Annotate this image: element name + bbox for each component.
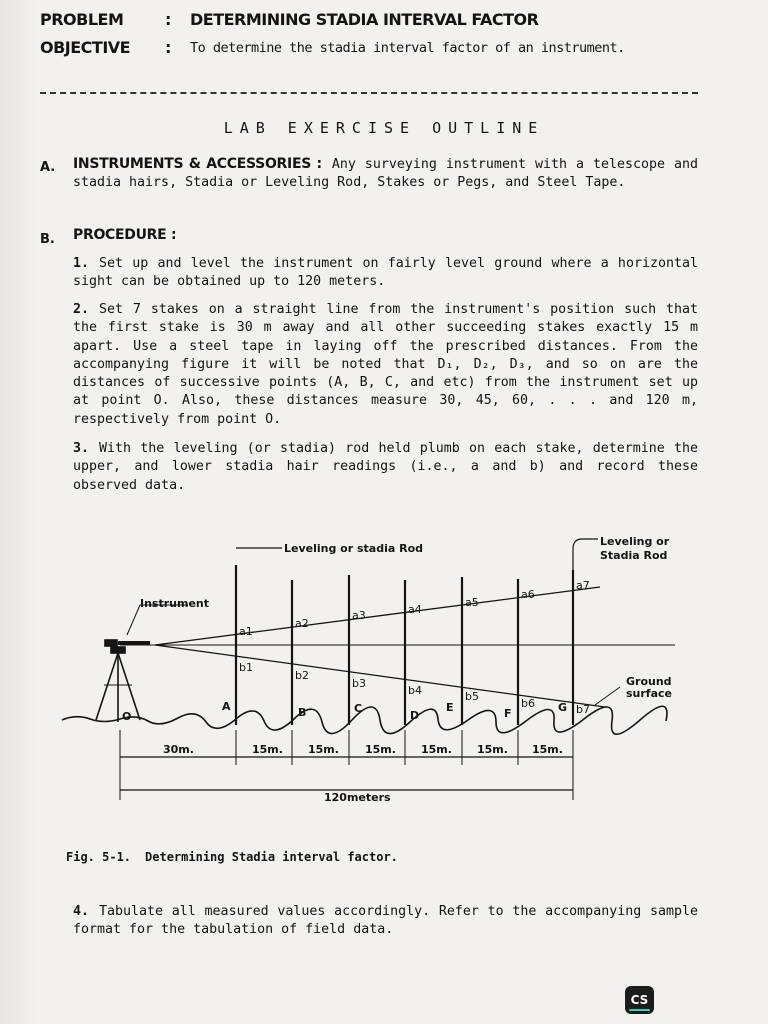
section-b-title: PROCEDURE : <box>73 227 177 243</box>
problem-value: DETERMINING STADIA INTERVAL FACTOR <box>190 10 539 29</box>
upper-reading-label: a1 <box>239 625 253 638</box>
section-b-letter: B. <box>40 232 55 247</box>
ground-label-line2: surface <box>626 687 672 700</box>
section-a-letter: A. <box>40 160 56 175</box>
objective-label: OBJECTIVE <box>40 38 131 57</box>
instrument-label: Instrument <box>140 597 209 610</box>
dimension-label: 15m. <box>365 743 396 756</box>
lower-reading-label: b6 <box>521 697 535 710</box>
lower-reading-label: b3 <box>352 677 366 690</box>
outline-title: LAB EXERCISE OUTLINE <box>223 119 545 137</box>
figure-caption <box>66 850 398 864</box>
section-a-text: Any surveying instrument with a telescope and stadia hairs, Stadia or Leveling Rod, Stakes or Pegs, and Steel Tape. <box>73 157 698 191</box>
step-text: Set 7 stakes on a straight line from the instrument's position such that the first stake is 30 m away and all other succeeding stakes exactly 15 m apart. Use a steel tape in laying off the prescribed distances. From the accompanying figure it will be noted that D₁, D₂, D₃, and so on are the distances of successive points (A, B, C, and etc) from the instrument set up at point O. Also, these distances measure 30, 45, 60, . . . and 120 m, respectively from point O. <box>73 302 698 427</box>
ground-leader <box>595 687 620 705</box>
step-text: Set up and level the instrument on fairly level ground where a horizontal sight can be obtained up to 120 meters. <box>73 256 698 290</box>
rod2-label-line1: Leveling or <box>600 535 670 548</box>
problem-row <box>40 10 539 29</box>
dimension-label: 15m. <box>308 743 339 756</box>
problem-label: PROBLEM <box>40 10 124 29</box>
point-o-label: O <box>122 710 132 723</box>
step-number: 4. <box>73 904 90 919</box>
figure-caption-text: Determining Stadia interval factor. <box>145 850 398 864</box>
lower-reading-label: b7 <box>576 703 590 716</box>
step-3 <box>73 440 698 495</box>
objective-row <box>40 38 625 57</box>
scan-edge-shadow <box>0 0 38 1024</box>
section-a-title: INSTRUMENTS & ACCESSORIES : <box>73 156 322 172</box>
lower-reading-label: b4 <box>408 684 422 697</box>
camscanner-badge: CS <box>625 986 654 1014</box>
step-number: 1. <box>73 256 90 271</box>
dimension-label: 15m. <box>477 743 508 756</box>
point-label: A <box>222 700 231 713</box>
lower-reading-label: b1 <box>239 661 253 674</box>
rod-label: Leveling or stadia Rod <box>284 542 424 555</box>
upper-reading-label: a3 <box>352 609 366 622</box>
step-1 <box>73 255 698 292</box>
point-label: C <box>354 702 363 715</box>
figure-number: Fig. 5-1. <box>66 850 132 864</box>
lower-reading-label: b2 <box>295 669 309 682</box>
section-a-paragraph <box>73 155 698 193</box>
upper-reading-label: a5 <box>465 596 479 609</box>
problem-colon: : <box>165 10 171 29</box>
rod2-label-leader <box>573 539 598 570</box>
point-label: E <box>446 701 454 714</box>
stadia-diagram <box>60 535 710 810</box>
upper-reading-label: a6 <box>521 588 535 601</box>
step-4 <box>73 903 698 940</box>
dimension-label: 15m. <box>532 743 563 756</box>
objective-value: To determine the stadia interval factor of an instrument. <box>190 40 625 56</box>
dimension-label: 30m. <box>163 743 194 756</box>
total-dimension-label: 120meters <box>324 791 391 804</box>
upper-reading-label: a4 <box>408 603 422 616</box>
step-number: 2. <box>73 302 90 317</box>
dimension-label: 15m. <box>252 743 283 756</box>
rod2-label-line2: Stadia Rod <box>600 549 668 562</box>
step-text: With the leveling (or stadia) rod held plumb on each stake, determine the upper, and lower stadia hair readings (i.e., a and b) and record these observed data. <box>73 441 698 493</box>
point-label: D <box>410 709 420 722</box>
upper-reading-label: a2 <box>295 617 309 630</box>
point-label: F <box>504 707 512 720</box>
step-number: 3. <box>73 441 90 456</box>
instrument-leader-2 <box>127 605 140 635</box>
lower-reading-label: b5 <box>465 690 479 703</box>
point-label: B <box>298 706 307 719</box>
ground-label-line1: Ground <box>626 675 672 688</box>
dimension-label: 15m. <box>421 743 452 756</box>
step-2 <box>73 301 698 429</box>
point-label: G <box>558 701 568 714</box>
lower-stadia-ray <box>155 645 605 707</box>
step-text: Tabulate all measured values accordingly. Refer to the accompanying sample format for the tabulation of field data. <box>73 904 698 938</box>
upper-reading-label: a7 <box>576 579 590 592</box>
objective-colon: : <box>165 38 171 57</box>
dashed-divider <box>40 92 698 94</box>
